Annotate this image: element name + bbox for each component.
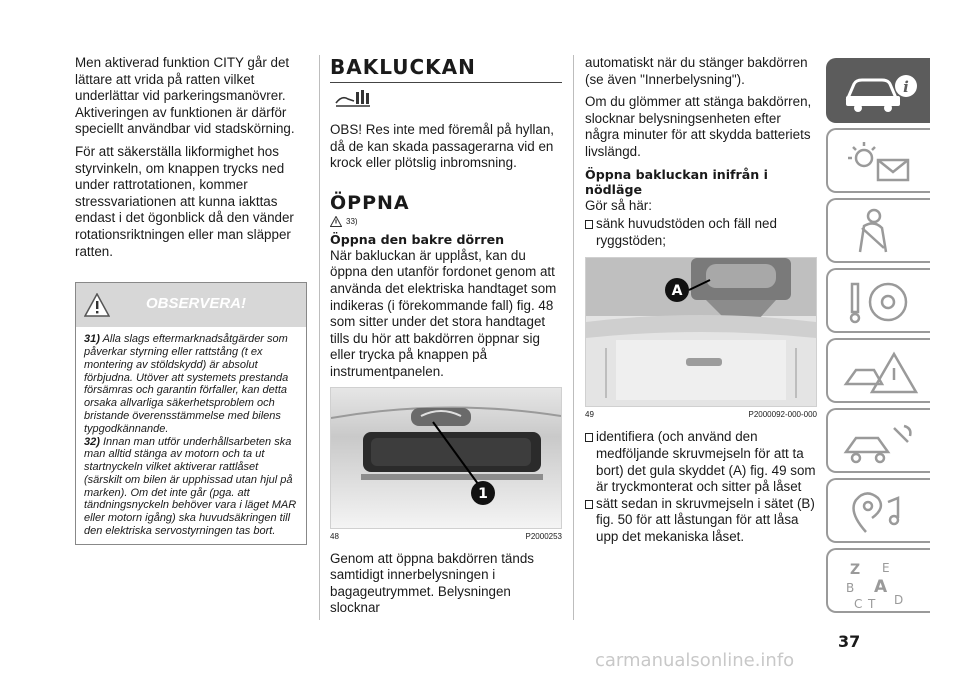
figure-label: A bbox=[671, 283, 683, 300]
figure-code: P2000092-000-000 bbox=[748, 410, 817, 420]
paragraph: Men aktiverad funktion CITY går det lättare att vrida på ratten vilket underlättar vid parkeringsmanövrer. Aktiveringen av funktionen är därför speciellt användbar vid stadskörning. bbox=[75, 55, 295, 137]
car-info-icon bbox=[842, 68, 922, 116]
svg-text:B: B bbox=[846, 581, 855, 595]
warning-callout bbox=[75, 282, 307, 545]
column-divider bbox=[319, 55, 320, 620]
column-right bbox=[585, 55, 817, 552]
svg-text:T: T bbox=[868, 597, 876, 610]
subheading: Öppna bakluckan inifrån i nödläge bbox=[585, 166, 768, 197]
paragraph: OBS! Res inte med föremål på hyllan, då de kan skada passagerarna vid en krock eller plötslig inbromsning. bbox=[330, 122, 555, 171]
paragraph: automatiskt när du stänger bakdörren (se även "Innerbelysning"). bbox=[585, 55, 808, 87]
section-heading: BAKLUCKAN bbox=[330, 55, 476, 79]
figure-caption bbox=[330, 532, 562, 541]
paragraph: För att säkerställa likformighet hos styrvinkeln, om knappen trycks ned under rattrotationen, kommer stressvariationen att kunna iakttas endast i det ögonblick då den vänder rotationsriktningen eller man släpper ratten. bbox=[75, 143, 294, 259]
list-item: sätt sedan in skruvmejseln i sätet (B) fig. 50 för att låstungan för att låsa upp det mekaniska låset. bbox=[585, 496, 817, 552]
paragraph: Gör så här: bbox=[585, 197, 652, 213]
paragraph: Om du glömmer att stänga bakdörren, slocknar belysningsenheten efter några minuter för att skydda batteriets livslängd. bbox=[585, 94, 812, 159]
figure-49 bbox=[585, 257, 817, 419]
tab-car-info[interactable] bbox=[826, 58, 930, 123]
tailgate-photo bbox=[330, 387, 562, 529]
subheading: Öppna den bakre dörren bbox=[330, 231, 505, 247]
footnote: 32) Innan man utför underhållsarbeten ska man alltid stänga av motorn och ta ut startnyckeln vilket aktiverar rattlåset (särskilt om bilen är upphissad utan hjul på marken). Om det inte går (pga. att tändningsnyckeln behöver vara i läget MAR eller motorn igång) ska huvudsäkringen till den elektriska servostyrningen tas bort. bbox=[84, 435, 297, 538]
steering-key-icon bbox=[842, 278, 922, 326]
accident-icon bbox=[842, 348, 922, 396]
seat-safety-icon bbox=[842, 208, 922, 256]
warning-lights-icon bbox=[842, 138, 922, 186]
page-number: 37 bbox=[838, 632, 861, 651]
svg-text:A: A bbox=[874, 577, 888, 597]
figure-code: P2000253 bbox=[525, 531, 562, 541]
figure-label: 1 bbox=[478, 485, 488, 502]
tab-index[interactable] bbox=[826, 548, 930, 613]
maintenance-icon bbox=[842, 418, 922, 466]
tab-seat-safety[interactable] bbox=[826, 198, 930, 263]
list-item: sänk huvudstöden och fäll ned ryggstöden; bbox=[585, 216, 817, 255]
figure-number: 49 bbox=[585, 410, 594, 420]
watermark-footer: carmanualsonline.info bbox=[595, 650, 795, 671]
warning-icon bbox=[84, 293, 110, 322]
tab-multimedia[interactable] bbox=[826, 478, 930, 543]
multimedia-icon bbox=[842, 488, 922, 536]
callout-body bbox=[76, 327, 306, 544]
footnote: 31) Alla slags eftermarknadsåtgärder som påverkar styrning eller rattstång (t ex montering av stöldskydd) är absolut förbjudna. Utöver att systemets prestanda försämras och garantin förfaller, kan detta orsaka allvarliga säkerhetsproblem och bristande överensstämmelse med bilens typgodkännande. bbox=[84, 333, 289, 435]
warning-reference: 33) bbox=[330, 216, 562, 227]
tab-steering-key[interactable] bbox=[826, 268, 930, 333]
paragraph: Genom att öppna bakdörren tänds samtidigt innerbelysningen i bagageutrymmet. Belysningen slocknar bbox=[330, 550, 534, 616]
svg-text:i: i bbox=[903, 78, 909, 96]
index-icon bbox=[842, 558, 922, 610]
paragraph: När bakluckan är upplåst, kan du öppna den utanför fordonet genom att använda det elektriska handtaget som indikeras (i förekommande fall) fig. 48 som sitter under det stora handtaget tills du hör att bakdörren öppnar sig eller trycka på knappen på instrumentpanelen. bbox=[330, 247, 557, 379]
svg-text:Z: Z bbox=[850, 562, 861, 578]
tab-warning-lights[interactable] bbox=[826, 128, 930, 193]
svg-text:C: C bbox=[854, 597, 863, 610]
figure-number: 48 bbox=[330, 531, 339, 541]
checkbox-bullet-icon bbox=[585, 220, 593, 229]
svg-text:E: E bbox=[882, 561, 890, 575]
checkbox-bullet-icon bbox=[585, 500, 593, 509]
column-middle bbox=[330, 55, 562, 623]
list-item: identifiera (och använd den medföljande skruvmejseln för att ta bort) det gula skyddet (A) fig. 49 som är tryckmonterat och sitter på låset bbox=[585, 429, 817, 495]
figure-48 bbox=[330, 387, 562, 541]
tab-accident[interactable] bbox=[826, 338, 930, 403]
callout-title: OBSERVERA! bbox=[146, 295, 247, 313]
tab-maintenance[interactable] bbox=[826, 408, 930, 473]
heading-rule bbox=[330, 82, 562, 83]
column-divider bbox=[573, 55, 574, 620]
hand-read-icon bbox=[334, 89, 562, 114]
svg-text:D: D bbox=[894, 593, 904, 607]
warning-icon bbox=[330, 216, 342, 227]
lock-photo bbox=[585, 257, 817, 407]
checkbox-bullet-icon bbox=[585, 433, 593, 442]
column-left bbox=[75, 55, 307, 545]
figure-caption bbox=[585, 410, 817, 419]
section-subheading: ÖPPNA bbox=[330, 191, 410, 214]
callout-header bbox=[76, 283, 306, 327]
